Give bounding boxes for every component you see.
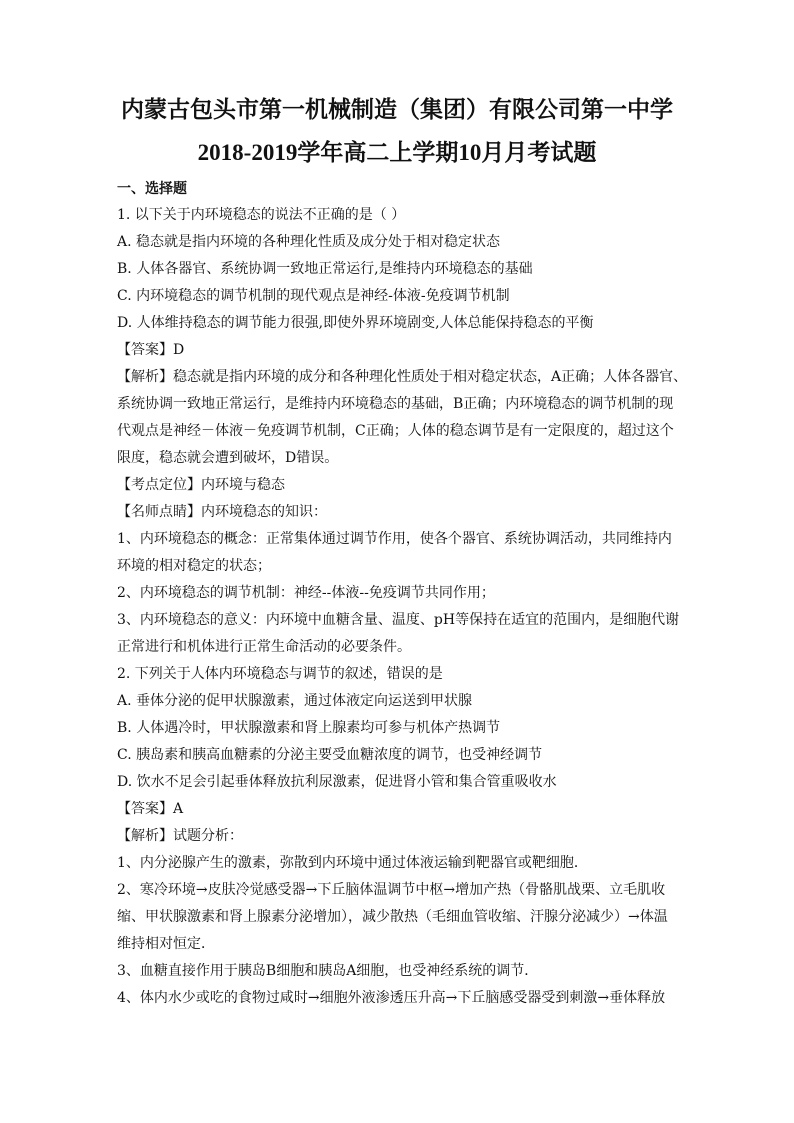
q1-answer: 【答案】D: [117, 342, 185, 358]
q1-kaodian: 【考点定位】内环境与稳态: [117, 477, 285, 493]
q2-answer: 【答案】A: [117, 801, 184, 817]
q2-point2-line-2: 缩、甲状腺激素和肾上腺素分泌增加），减少散热（毛细血管收缩、汗腺分泌减少）→体温: [117, 909, 668, 925]
q1-analysis-line-1: 【解析】稳态就是指内环境的成分和各种理化性质处于相对稳定状态，A正确；人体各器官、: [117, 369, 688, 385]
q1-point2: 2、内环境稳态的调节机制：神经--体液--免疫调节共同作用；: [117, 585, 495, 601]
q2-point2-line-1: 2、寒冷环境→皮肤冷觉感受器→下丘脑体温调节中枢→增加产热（骨骼肌战栗、立毛肌收: [117, 882, 666, 898]
q2-option-c: C. 胰岛素和胰高血糖素的分泌主要受血糖浓度的调节，也受神经调节: [117, 747, 543, 763]
q1-point1-line-1: 1、内环境稳态的概念：正常集体通过调节作用，使各个器官、系统协调活动，共同维持内: [117, 531, 672, 547]
q1-option-d: D. 人体维持稳态的调节能力很强,即使外界环境剧变,人体总能保持稳态的平衡: [117, 315, 594, 331]
q2-analysis-head: 【解析】试题分析：: [117, 828, 243, 844]
doc-title-line-2: 2018-2019学年高二上学期10月月考试题: [197, 140, 597, 165]
q2-point2-line-3: 维持相对恒定．: [117, 936, 215, 952]
q1-analysis-line-4: 限度，稳态就会遭到破坏，D错误。: [117, 450, 339, 466]
q2-option-a: A. 垂体分泌的促甲状腺激素，通过体液定向运送到甲状腺: [117, 693, 473, 709]
doc-title-line-1: 内蒙古包头市第一机械制造（集团）有限公司第一中学: [121, 97, 673, 122]
q1-option-c: C. 内环境稳态的调节机制的现代观点是神经-体液-免疫调节机制: [117, 288, 510, 304]
q1-mingshi: 【名师点睛】内环境稳态的知识：: [117, 504, 327, 520]
q2-option-b: B. 人体遇冷时，甲状腺激素和肾上腺素均可参与机体产热调节: [117, 720, 501, 736]
q1-point1-line-2: 环境的相对稳定的状态；: [117, 558, 271, 574]
q2-point4-line-1: 4、体内水少或吃的食物过咸时→细胞外液渗透压升高→下丘脑感受器受到刺激→垂体释放: [117, 990, 666, 1006]
q2-stem: 2. 下列关于人体内环境稳态与调节的叙述，错误的是: [117, 666, 443, 682]
q1-point3-line-2: 正常进行和机体进行正常生命活动的必要条件。: [117, 639, 411, 655]
q2-point1: 1、内分泌腺产生的激素，弥散到内环境中通过体液运输到靶器官或靶细胞．: [117, 855, 588, 871]
q1-stem: 1. 以下关于内环境稳态的说法不正确的是（ ）: [117, 207, 406, 223]
q1-option-a: A. 稳态就是指内环境的各种理化性质及成分处于相对稳定状态: [117, 234, 501, 250]
section-heading: 一、选择题: [117, 181, 187, 197]
q1-analysis-line-2: 系统协调一致地正常运行，是维持内环境稳态的基础，B正确；内环境稳态的调节机制的现: [117, 396, 674, 412]
q1-point3-line-1: 3、内环境稳态的意义：内环境中血糖含量、温度、pH等保持在适宜的范围内，是细胞代谢: [117, 612, 680, 628]
q1-analysis-line-3: 代观点是神经－体液－免疫调节机制，C正确；人体的稳态调节是有一定限度的，超过这个: [117, 423, 674, 439]
q2-point3: 3、血糖直接作用于胰岛B细胞和胰岛A细胞，也受神经系统的调节．: [117, 963, 539, 979]
q2-option-d: D. 饮水不足会引起垂体释放抗利尿激素，促进肾小管和集合管重吸收水: [117, 774, 557, 790]
q1-option-b: B. 人体各器官、系统协调一致地正常运行,是维持内环境稳态的基础: [117, 261, 533, 277]
